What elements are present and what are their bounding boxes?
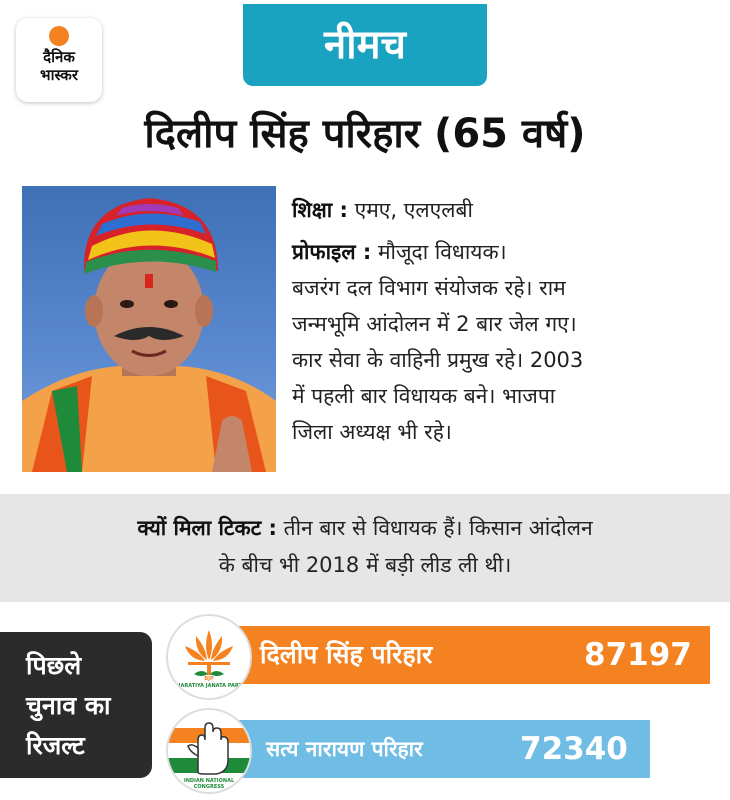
bjp-candidate-name: दिलीप सिंह परिहार	[260, 640, 433, 669]
education-label: शिक्षा :	[292, 198, 348, 222]
bjp-party-text: BHARATIYA JANATA PARTY	[172, 683, 246, 689]
ticket-label: क्यों मिला टिकट :	[137, 516, 277, 540]
result-label-line: पिछले	[26, 651, 82, 680]
profile-line: कार सेवा के वाहिनी प्रमुख रहे। 2003	[292, 348, 584, 372]
profile-line: बजरंग दल विभाग संयोजक रहे। राम	[292, 276, 566, 300]
logo-text-line2: भास्कर	[40, 66, 78, 84]
logo-text-line1: दैनिक	[43, 48, 75, 66]
inc-candidate-name: सत्य नारायण परिहार	[266, 737, 423, 761]
bjp-lotus-logo	[166, 614, 252, 700]
candidate-name-title: दिलीप सिंह परिहार (65 वर्ष)	[144, 111, 586, 157]
bjp-result-bar	[180, 626, 710, 684]
result-label-line: चुनाव का	[26, 691, 111, 720]
city-banner: नीमच	[243, 4, 487, 86]
dainik-bhaskar-logo	[16, 18, 102, 102]
ticket-line: तीन बार से विधायक हैं। किसान आंदोलन	[283, 516, 593, 540]
profile-row	[292, 234, 722, 450]
bjp-votes: 87197	[584, 637, 692, 673]
result-label-line: रिजल्ट	[26, 731, 85, 760]
profile-label: प्रोफाइल :	[292, 240, 372, 264]
candidate-info	[292, 192, 722, 450]
education-value: एमए, एलएलबी	[354, 198, 473, 222]
previous-result-label	[0, 632, 152, 778]
inc-party-text: INDIAN NATIONAL CONGRESS	[183, 778, 235, 790]
profile-line: मौजूदा विधायक।	[377, 240, 507, 264]
profile-line: जिला अध्यक्ष भी रहे।	[292, 420, 452, 444]
bjp-abbr-text: BJP	[204, 676, 214, 682]
sun-icon	[49, 26, 69, 46]
education-row	[292, 192, 722, 228]
inc-votes: 72340	[520, 731, 628, 767]
inc-hand-logo	[166, 708, 252, 794]
inc-result-bar	[190, 720, 650, 778]
candidate-portrait-icon	[22, 186, 276, 472]
ticket-reason-box	[0, 494, 730, 602]
profile-line: जन्मभूमि आंदोलन में 2 बार जेल गए।	[292, 312, 577, 336]
ticket-line: के बीच भी 2018 में बड़ी लीड ली थी।	[218, 553, 512, 577]
candidate-photo	[22, 186, 276, 472]
profile-line: में पहली बार विधायक बने। भाजपा	[292, 384, 556, 408]
